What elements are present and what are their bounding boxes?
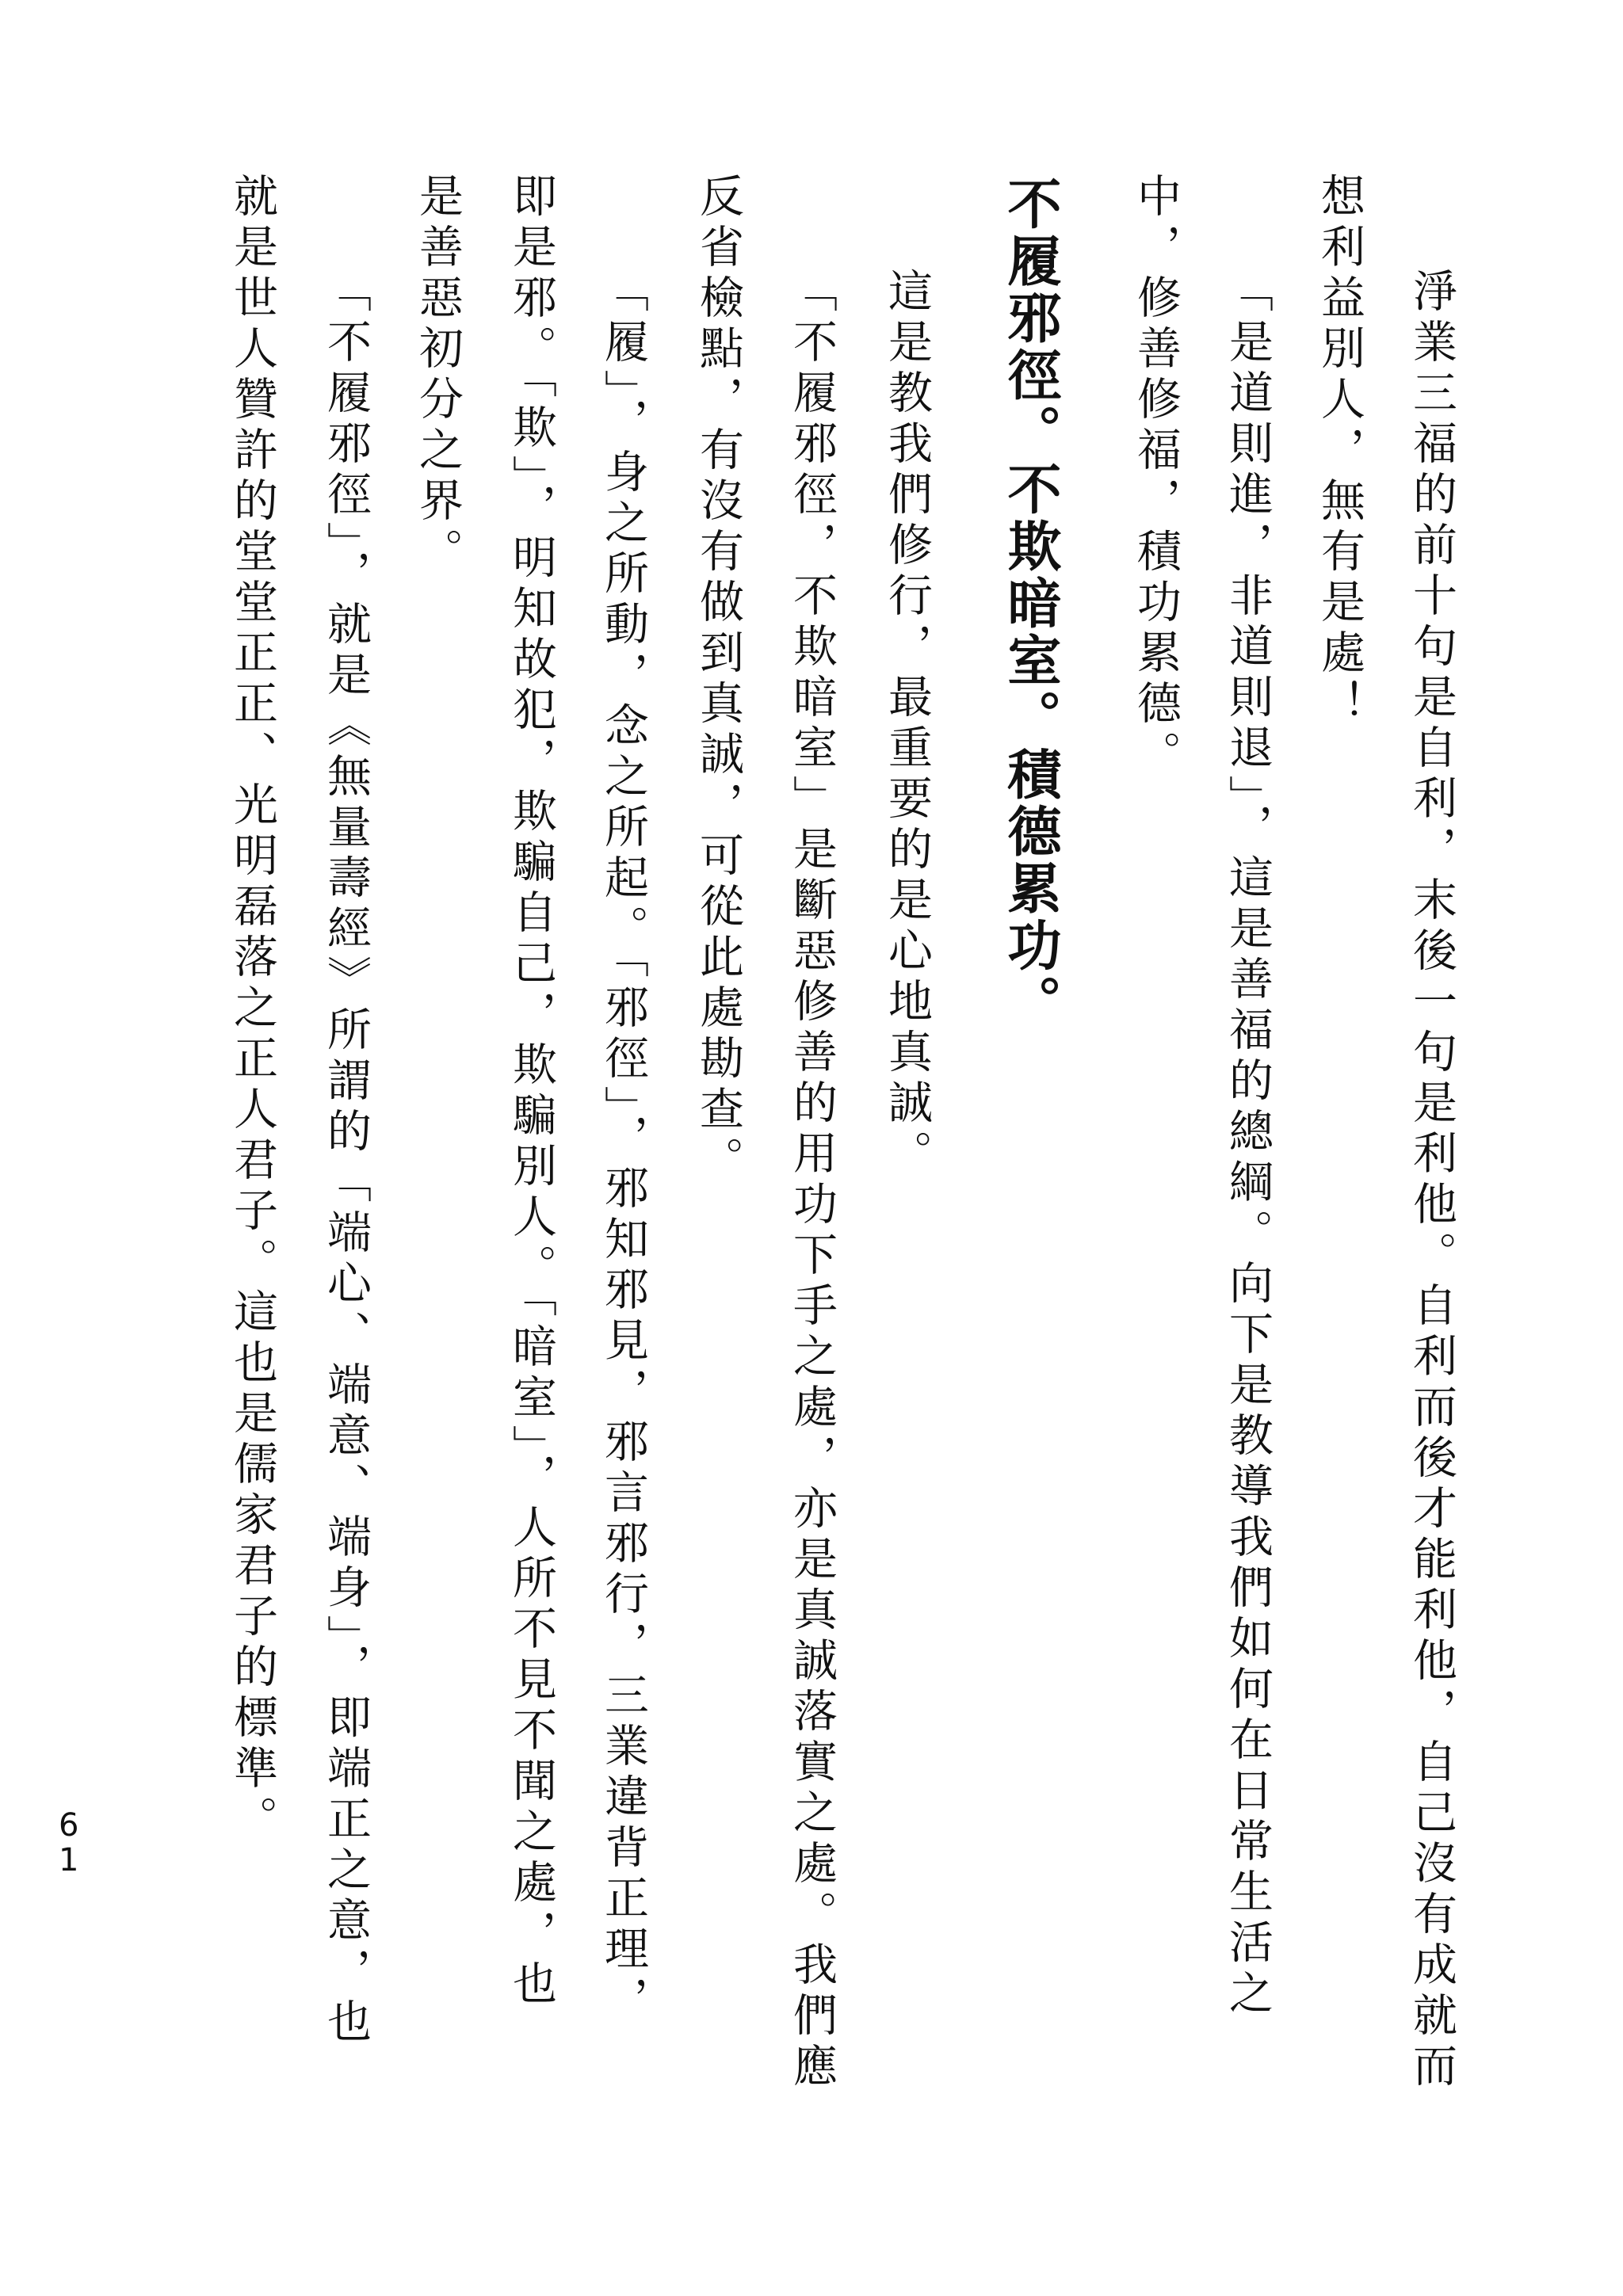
paragraph-line: 中，修善修福，積功累德。	[1130, 173, 1182, 781]
paragraph-line: 即是邪。「欺」，明知故犯，欺騙自己，欺騙別人。「暗室」，人所不見不聞之處，也	[506, 173, 557, 2011]
paragraph-line: 反省檢點，有沒有做到真誠，可從此處勘查。	[693, 173, 744, 1187]
paragraph-line: 「不履邪徑，不欺暗室」是斷惡修善的用功下手之處，亦是真誠落實之處。我們應	[786, 268, 838, 2093]
paragraph-line: 這是教我們修行，最重要的是心地真誠。	[881, 268, 933, 1180]
paragraph-line: 就是世人贊許的堂堂正正、光明磊落之正人君子。這也是儒家君子的標準。	[227, 173, 278, 1846]
page-number	[59, 1808, 78, 1878]
paragraph-line: 「是道則進，非道則退」，這是善福的總綱。向下是教導我們如何在日常生活之	[1222, 268, 1274, 2020]
paragraph-line: 「不履邪徑」，就是《無量壽經》所謂的「端心、端意、端身」，即端正之意，也	[320, 268, 372, 2049]
page-number-digit: 1	[59, 1842, 79, 1878]
paragraph-line: 想利益別人，無有是處！	[1314, 173, 1365, 730]
paragraph-line: 淨業三福的前十句是自利，末後一句是利他。自利而後才能利他，自己沒有成就而	[1406, 268, 1457, 2093]
section-heading: 不履邪徑。不欺暗室。積德累功。	[999, 176, 1061, 1032]
page-number-digit: 6	[59, 1807, 79, 1844]
paragraph-line: 「履」，身之所動，念之所起。「邪徑」，邪知邪見，邪言邪行，三業違背正理，	[598, 268, 649, 2027]
paragraph-line: 是善惡初分之界。	[412, 173, 464, 578]
